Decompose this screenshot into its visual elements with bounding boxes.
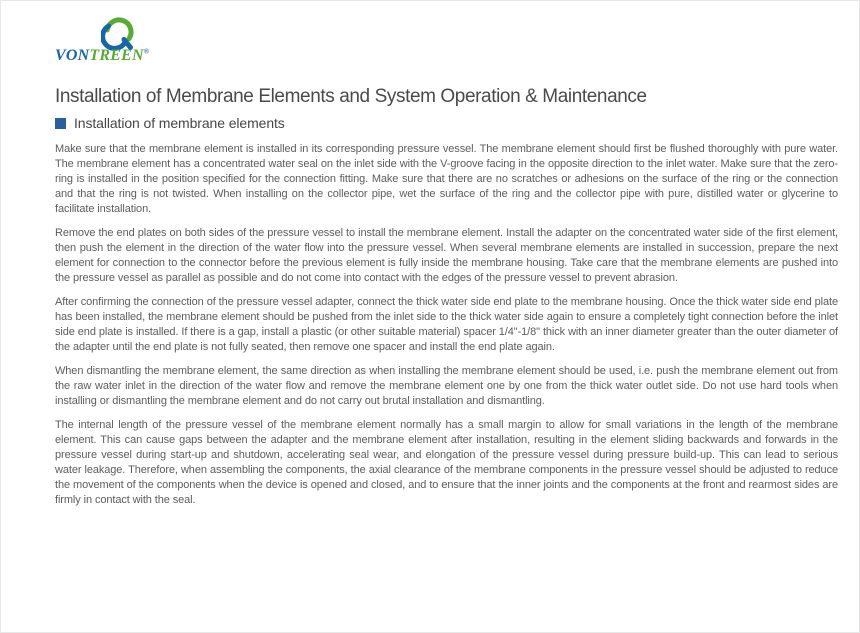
page-title: Installation of Membrane Elements and System Operation & Maintenance xyxy=(55,85,647,107)
brand-wordmark-part2: TREEN xyxy=(89,47,144,64)
section-heading xyxy=(55,115,836,131)
swirl-circle-logo-icon xyxy=(101,15,137,51)
paragraph-4: When dismantling the membrane element, the same direction as when installing the membrane element should be used, i.e. push the membrane element out from the raw water inlet in the direction of the water flow and remove the membrane element one by one from the thick water outlet side. Do not use hard tools when installing or dismantling the membrane element and do not carry out brutal installation and dismantling. xyxy=(55,365,838,407)
document-body xyxy=(55,142,838,517)
brand-wordmark-part1: VON xyxy=(55,47,90,64)
brand-wordmark xyxy=(55,47,149,65)
paragraph-3: After confirming the connection of the pressure vessel adapter, connect the thick water side end plate to the membrane housing. Once the thick water side end plate has been installed, the membrane element should be pushed from the inlet side to the thick water side again to ensure a completely tight connection before the inlet side end plate is installed. If there is a gap, install a plastic (or other suitable material) spacer 1/4"-1/8" thick with an inner diameter greater than the outer diameter of the adapter until the end plate is not fully seated, then remove one spacer and install the end plate again. xyxy=(55,296,838,353)
square-bullet-icon xyxy=(55,118,66,129)
brand-logo xyxy=(55,13,175,65)
registered-trademark-symbol: ® xyxy=(143,47,150,56)
paragraph-5: The internal length of the pressure vessel of the membrane element normally has a small margin to allow for small variations in the length of the membrane element. This can cause gaps between the adapter and the membrane element after installation, resulting in the element sliding backwards and forwards in the pressure vessel during start-up and shutdown, accelerating seal wear, and elongation of the pressure vessel during pressure build-up. This can lead to serious water leakage. Therefore, when assembling the components, the axial clearance of the membrane components in the pressure vessel should be adjusted to reduce the movement of the components when the device is opened and closed, and to ensure that the inner joints and the components at the front and rearmost sides are firmly in contact with the seal. xyxy=(55,419,838,506)
section-heading-label: Installation of membrane elements xyxy=(74,115,285,131)
paragraph-1: Make sure that the membrane element is installed in its corresponding pressure vessel. The membrane element should first be flushed thoroughly with pure water. The membrane element has a concentrated water seal on the inlet side with the V-groove facing in the opposite direction to the inlet water. Make sure that the zero-ring is installed in the position specified for the connection fitting. Make sure that there are no scratches or adhesions on the surface of the ring or the connection and that the ring is not twisted. When installing on the collector pipe, wet the surface of the ring and the collector pipe with pure, distilled water or glycerine to facilitate installation. xyxy=(55,143,838,215)
paragraph-2: Remove the end plates on both sides of the pressure vessel to install the membrane element. Install the adapter on the concentrated water side of the first element, then push the element in the direction of the water flow into the pressure vessel. When several membrane elements are installed in succession, prepare the next element for connection to the connector before the previous element is fully inside the membrane housing. Take care that the membrane elements are pushed into the pressure vessel as parallel as possible and do not come into contact with the edges of the pressure vessel to prevent abrasion. xyxy=(55,227,838,284)
